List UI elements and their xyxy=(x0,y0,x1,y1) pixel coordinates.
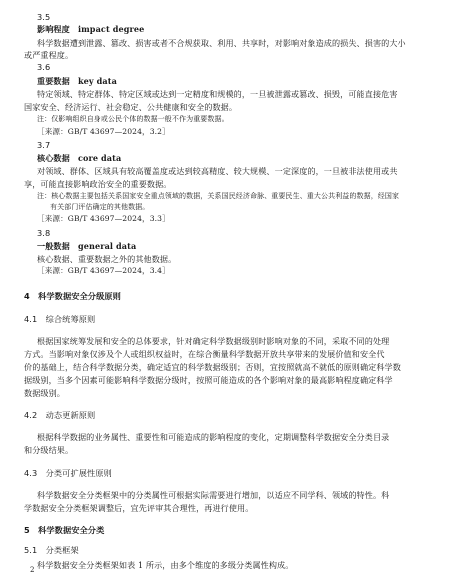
text-line-s5-1-p1: 科学数据安全分类框架如表 1 所示，由多个维度的多级分类属性构成。 xyxy=(37,560,294,570)
text-line-s4-1-p4: 据级别，当多个因素可能影响科学数据分级时，按照可能造成的各个影响对象的最高影响程度确定科学 xyxy=(24,375,393,385)
text-line-t3-7-note1: 注：核心数据主要包括关系国家安全重点领域的数据，关系国民经济命脉、重要民生、重大公共利益的数据，经国家 xyxy=(37,192,400,200)
text-line-t3-8-num: 3.8 xyxy=(37,228,51,238)
text-line-s4-1-p2: 方式。当影响对象仅涉及个人或组织权益时，在综合衡量科学数据开放共享带来的发展价值和安全代 xyxy=(24,349,385,359)
text-line-t3-8-src: ［来源：GB/T 43697—2024，3.4］ xyxy=(37,266,170,275)
text-line-t3-5-def1: 科学数据遭到泄露、篡改、损害或者不合规获取、利用、共享时，对影响对象造成的损失、损害的大小 xyxy=(37,38,406,48)
page-number: 2 xyxy=(30,566,35,574)
text-line-s4-1-p3: 价的基础上，结合科学数据分类，确定适宜的科学数据级别；否则，宜按照就高不就低的原则确定科学数 xyxy=(24,362,401,372)
text-line-s4-1-title: 4.1 综合统筹原则 xyxy=(24,314,96,324)
text-line-t3-7-def2: 享，可能直接影响政治安全的重要数据。 xyxy=(24,179,172,189)
text-line-s4-3-p2: 学数据安全分类框架调整后，宜先评审其合理性，再进行使用。 xyxy=(24,503,254,513)
text-line-t3-6-src: ［来源：GB/T 43697—2024，3.2］ xyxy=(37,127,170,136)
text-line-t3-7-note2: 有关部门评估确定的其他数据。 xyxy=(50,203,150,211)
text-line-t3-6-note: 注：仅影响组织自身或公民个体的数据一般不作为重要数据。 xyxy=(37,115,229,123)
text-line-s4-3-p1: 科学数据安全分类框架中的分类属性可根据实际需要进行增加，以适应不同学科、领域的特性。科 xyxy=(37,490,390,500)
text-line-t3-7-def1: 对领域、群体、区域具有较高覆盖度或达到较高精度、较大规模、一定深度的，一旦被非法使用或共 xyxy=(37,166,398,176)
text-line-t3-5-num: 3.5 xyxy=(37,12,51,22)
text-line-t3-7-num: 3.7 xyxy=(37,140,51,150)
text-line-s4-title: 4 科学数据安全分级原则 xyxy=(24,291,121,301)
text-line-s4-1-p1: 根据国家统筹发展和安全的总体要求，针对确定科学数据级别时影响对象的不同，采取不同的处理 xyxy=(37,336,390,346)
text-line-t3-6-num: 3.6 xyxy=(37,62,51,72)
text-line-s4-2-p1: 根据科学数据的业务属性、重要性和可能造成的影响程度的变化，定期调整科学数据安全分类目录 xyxy=(37,432,390,442)
text-line-t3-8-title: 一般数据 general data xyxy=(37,241,137,251)
text-line-t3-6-title: 重要数据 key data xyxy=(37,76,117,86)
text-line-s5-1-title: 5.1 分类框架 xyxy=(24,545,79,555)
text-line-s4-2-p2: 和分级结果。 xyxy=(24,445,74,455)
text-line-t3-7-src: ［来源：GB/T 43697—2024，3.3］ xyxy=(37,214,170,223)
text-line-s4-1-p5: 数据级别。 xyxy=(24,388,65,398)
text-line-s4-2-title: 4.2 动态更新原则 xyxy=(24,410,96,420)
text-line-t3-6-def2: 国家安全、经济运行、社会稳定、公共健康和安全的数据。 xyxy=(24,102,238,112)
text-line-t3-7-title: 核心数据 core data xyxy=(37,153,122,163)
text-line-t3-5-def2: 或严重程度。 xyxy=(24,50,74,60)
text-line-s5-title: 5 科学数据安全分类 xyxy=(24,525,105,535)
text-line-t3-6-def1: 特定领域、特定群体、特定区域或达到一定精度和规模的，一旦被泄露或篡改、损毁，可能直接危害 xyxy=(37,89,398,99)
text-line-t3-8-def1: 核心数据、重要数据之外的其他数据。 xyxy=(37,254,177,264)
text-line-t3-5-title: 影响程度 impact degree xyxy=(37,24,145,34)
text-line-s4-3-title: 4.3 分类可扩展性原则 xyxy=(24,468,112,478)
